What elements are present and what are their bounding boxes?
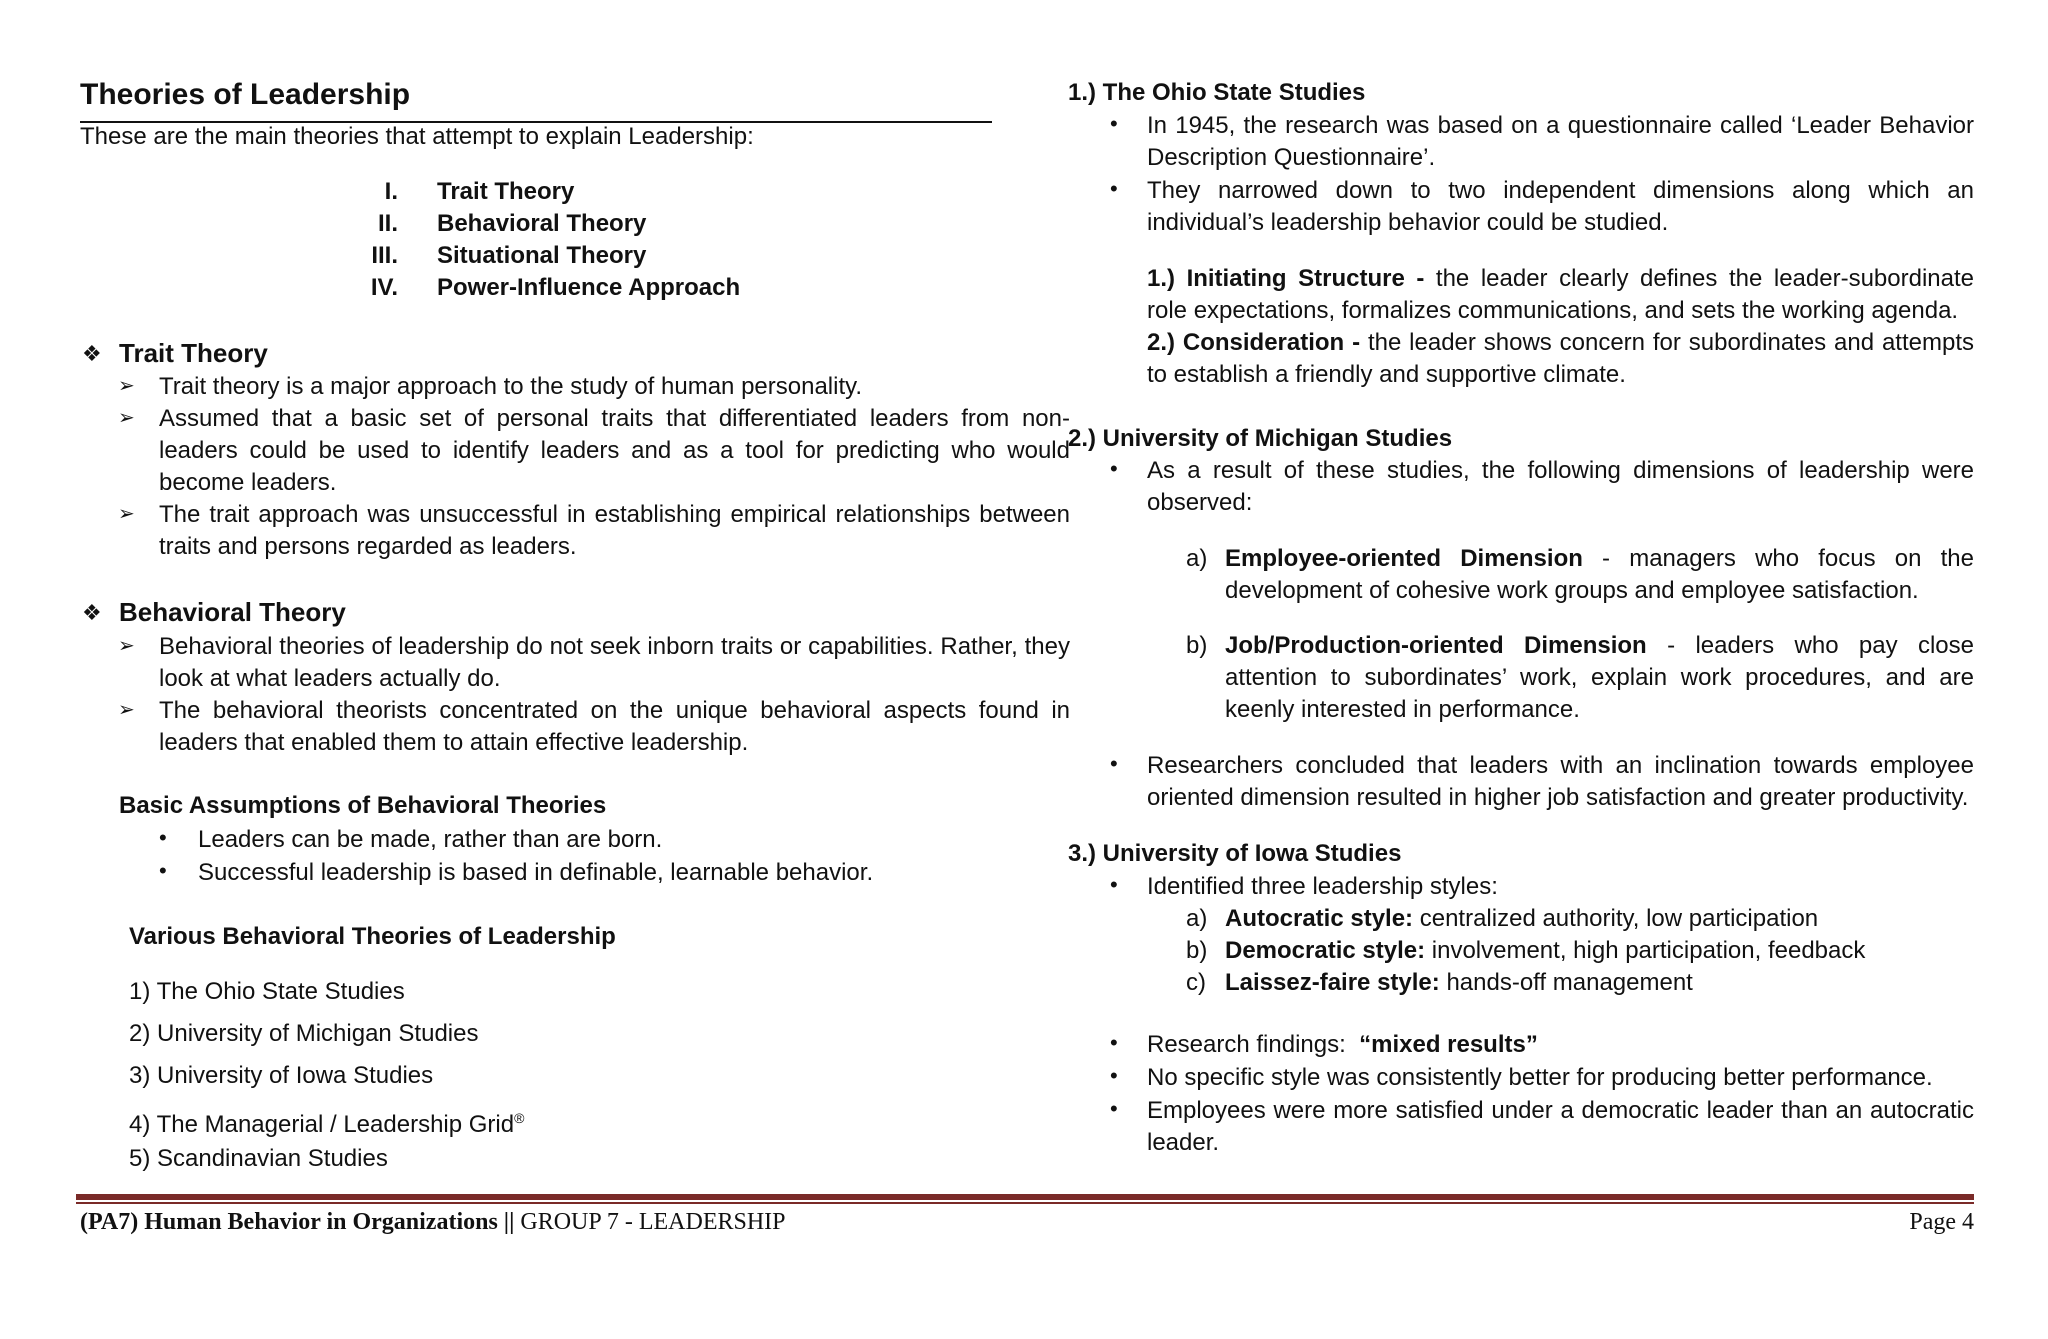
trait-theory-heading: Trait Theory [119,338,268,368]
bullet-icon: • [159,858,167,883]
arrow-bullet-icon: ➢ [118,407,135,429]
footer-group: GROUP 7 - LEADERSHIP [520,1209,786,1235]
style-label: Democratic style: [1225,937,1426,964]
behavioral-point: The behavioral theorists concentrated on the unique behavioral aspects found in leaders that enabled them to attain effective leadership. [159,697,1070,756]
bullet-icon: • [1110,456,1118,481]
item-letter: a) [1186,905,1208,932]
dimension-text: the leader shows concern for subordinates and attempts to establish a friendly and supportive climate. [1147,329,1974,388]
bullet-icon: • [1110,176,1118,201]
bullet-icon: • [1110,1096,1118,1121]
behavioral-theory-heading: Behavioral Theory [119,597,346,627]
ohio-bullet: They narrowed down to two independent dimensions along which an individual’s leadership behavior could be studied. [1147,177,1974,236]
michigan-bullet: As a result of these studies, the following dimensions of leadership were observed: [1147,457,1974,516]
assumption-item: Leaders can be made, rather than are born. [198,826,663,853]
iowa-finding: Employees were more satisfied under a democratic leader than an autocratic leader. [1147,1097,1974,1156]
item-letter: b) [1186,937,1208,964]
ohio-bullet: In 1945, the research was based on a questionnaire called ‘Leader Behavior Description Questionnaire’. [1147,112,1974,171]
michigan-dimension [1225,630,1974,726]
diamond-bullet-icon: ❖ [82,341,102,366]
various-item [129,1102,524,1141]
trait-point: Trait theory is a major approach to the study of human personality. [159,373,863,400]
bullet-icon: • [1110,751,1118,776]
bullet-icon: • [159,825,167,850]
dimension-text: - leaders who pay close attention to subordinates’ work, explain work procedures, and are keenly interested in performance. [1225,632,1975,723]
list-number: IV. [370,274,398,301]
footer-course: (PA7) Human Behavior in Organizations [80,1209,498,1235]
various-item: 5) Scandinavian Studies [129,1145,388,1172]
bullet-icon: • [1110,1030,1118,1055]
theory-name: Situational Theory [437,242,647,269]
style-label: Laissez-faire style: [1225,969,1440,996]
diamond-bullet-icon: ❖ [82,600,102,625]
dimension-text: the leader clearly defines the leader-subordinate role expectations, formalizes communications, and sets the working agenda. [1147,265,1974,324]
item-letter: a) [1186,545,1208,572]
iowa-finding: No specific style was consistently better for producing better performance. [1147,1064,1933,1091]
research-findings [1147,1029,1538,1061]
assumption-item: Successful leadership is based in definable, learnable behavior. [198,859,874,886]
dimension-text: - managers who focus on the development of cohesive work groups and employee satisfaction. [1225,545,1974,604]
style-text: centralized authority, low participation [1413,905,1819,932]
trait-point: Assumed that a basic set of personal traits that differentiated leaders from non-leaders could be used to identify leaders and as a tool for predicting who would become leaders. [159,405,1070,496]
assumptions-heading: Basic Assumptions of Behavioral Theories [119,792,607,819]
findings-label: Research findings: [1147,1031,1360,1058]
footer-left [80,1209,786,1236]
iowa-style [1225,935,1865,967]
findings-value: “mixed results” [1359,1031,1538,1058]
theory-name: Trait Theory [437,178,575,205]
list-number: III. [371,242,398,269]
page-title: Theories of Leadership [80,78,411,111]
michigan-conclusion: Researchers concluded that leaders with an inclination towards employee oriented dimension resulted in higher job satisfaction and greater productivity. [1147,752,1974,811]
theory-name: Power-Influence Approach [437,274,741,301]
iowa-bullet: Identified three leadership styles: [1147,873,1498,900]
arrow-bullet-icon: ➢ [118,635,135,657]
arrow-bullet-icon: ➢ [118,699,135,721]
various-theories-heading: Various Behavioral Theories of Leadership [129,923,616,950]
bullet-icon: • [1110,111,1118,136]
various-item: 3) University of Iowa Studies [129,1062,434,1089]
footer-rule [76,1194,1974,1200]
ohio-heading: 1.) The Ohio State Studies [1068,79,1366,106]
style-text: hands-off management [1439,969,1693,996]
dimension-label: Job/Production-oriented Dimension [1225,632,1647,659]
various-item-text: 4) The Managerial / Leadership Grid [129,1111,515,1138]
michigan-heading: 2.) University of Michigan Studies [1068,425,1453,452]
trait-point: The trait approach was unsuccessful in establishing empirical relationships between traits and persons regarded as leaders. [159,501,1070,560]
item-letter: c) [1186,969,1206,996]
bullet-icon: • [1110,872,1118,897]
iowa-style [1225,903,1818,935]
michigan-dimension [1225,543,1974,607]
dimension-label: 1.) Initiating Structure - [1147,265,1425,292]
registered-mark: ® [514,1110,525,1126]
list-number: I. [384,178,398,205]
bullet-icon: • [1110,1063,1118,1088]
style-label: Autocratic style: [1225,905,1414,932]
iowa-style [1225,967,1693,999]
item-letter: b) [1186,632,1208,659]
arrow-bullet-icon: ➢ [118,503,135,525]
various-item: 1) The Ohio State Studies [129,978,405,1005]
behavioral-point: Behavioral theories of leadership do not seek inborn traits or capabilities. Rather, they look at what leaders actually do. [159,633,1070,692]
ohio-dimension [1147,263,1974,327]
various-item: 2) University of Michigan Studies [129,1020,479,1047]
intro-text: These are the main theories that attempt to explain Leadership: [80,123,754,150]
footer-separator: || [497,1209,521,1235]
footer-rule-thin [76,1202,1974,1204]
dimension-label: 2.) Consideration - [1147,329,1361,356]
list-number: II. [377,210,398,237]
arrow-bullet-icon: ➢ [118,375,135,397]
page-number: Page 4 [1909,1209,1974,1235]
ohio-dimension [1147,327,1974,391]
style-text: involvement, high participation, feedback [1425,937,1866,964]
iowa-heading: 3.) University of Iowa Studies [1068,840,1402,867]
dimension-label: Employee-oriented Dimension [1225,545,1583,572]
theory-name: Behavioral Theory [437,210,647,237]
